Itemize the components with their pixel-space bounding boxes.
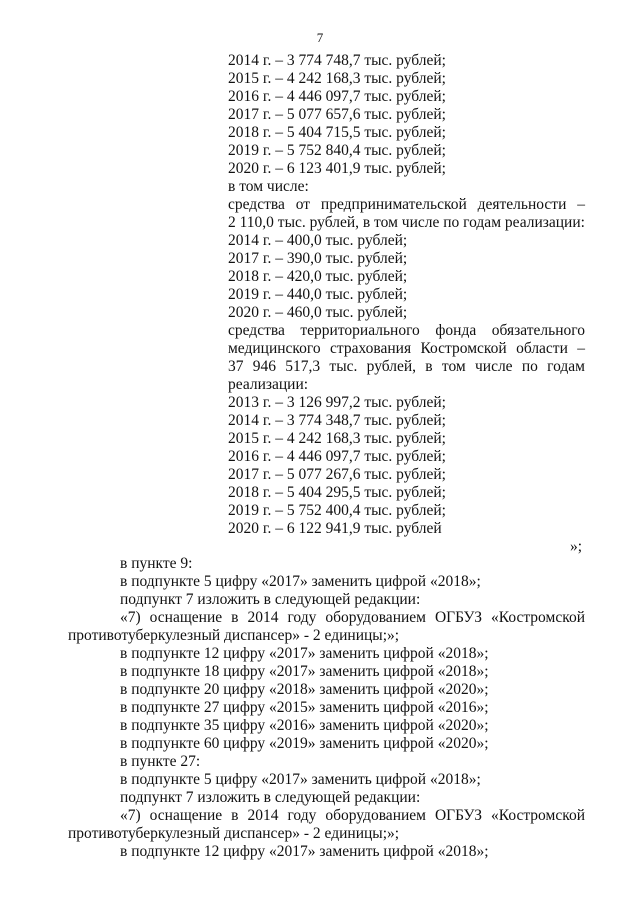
oms-funds-line2: медицинского страхования Костромской области – [228,340,585,357]
point-9-subpoint-7-text-line1: «7) оснащение в 2014 году оборудованием ОГБУЗ «Костромской [120,609,585,626]
point-27-subpoint-7-text-line1: «7) оснащение в 2014 году оборудованием ОГБУЗ «Костромской [120,807,585,824]
point-9-item: в подпункте 18 цифру «2017» заменить цифрой «2018»; [120,663,489,680]
oms-funds-line1: средства территориального фонда обязательного [228,322,585,339]
point-9-item: в подпункте 60 цифру «2019» заменить цифрой «2020»; [120,735,489,752]
business-year-line: 2020 г. – 460,0 тыс. рублей; [228,304,408,321]
business-year-line: 2019 г. – 440,0 тыс. рублей; [228,286,408,303]
funding-year-line: 2018 г. – 5 404 715,5 тыс. рублей; [228,124,446,141]
funding-year-line: 2017 г. – 5 077 657,6 тыс. рублей; [228,106,446,123]
oms-year-line: 2014 г. – 3 774 348,7 тыс. рублей; [228,412,446,429]
point-9-subpoint-7-intro: подпункт 7 изложить в следующей редакции: [120,591,421,608]
funding-year-line: 2016 г. – 4 446 097,7 тыс. рублей; [228,88,446,105]
oms-year-line: 2016 г. – 4 446 097,7 тыс. рублей; [228,448,446,465]
oms-year-line: 2019 г. – 5 752 400,4 тыс. рублей; [228,502,446,519]
point-27-subpoint-7-text-line2: противотуберкулезный диспансер» - 2 единицы;»; [68,825,400,842]
point-9-subpoint-7-text-line2: противотуберкулезный диспансер» - 2 единицы;»; [68,627,400,644]
point-27-subpoint-5: в подпункте 5 цифру «2017» заменить цифрой «2018»; [120,771,481,788]
oms-funds-line3: 37 946 517,3 тыс. рублей, в том числе по годам [228,358,585,375]
closing-quote: »; [570,538,583,555]
oms-year-line: 2017 г. – 5 077 267,6 тыс. рублей; [228,466,446,483]
point-9-subpoint-5: в подпункте 5 цифру «2017» заменить цифрой «2018»; [120,573,481,590]
business-year-line: 2014 г. – 400,0 тыс. рублей; [228,232,408,249]
funding-year-line: 2019 г. – 5 752 840,4 тыс. рублей; [228,142,446,159]
oms-year-line: 2015 г. – 4 242 168,3 тыс. рублей; [228,430,446,447]
funding-year-line: 2020 г. – 6 123 401,9 тыс. рублей; [228,160,446,177]
point-27-subpoint-12: в подпункте 12 цифру «2017» заменить цифрой «2018»; [120,843,489,860]
including-label: в том числе: [228,178,309,195]
point-9-item: в подпункте 12 цифру «2017» заменить цифрой «2018»; [120,645,489,662]
funding-year-line: 2014 г. – 3 774 748,7 тыс. рублей; [228,52,446,69]
business-year-line: 2017 г. – 390,0 тыс. рублей; [228,250,408,267]
oms-year-line: 2020 г. – 6 122 941,9 тыс. рублей [228,520,442,537]
point-9-heading: в пункте 9: [120,555,193,572]
point-27-subpoint-7-intro: подпункт 7 изложить в следующей редакции: [120,789,421,806]
funding-year-line: 2015 г. – 4 242 168,3 тыс. рублей; [228,70,446,87]
oms-funds-line4: реализации: [228,376,309,393]
oms-year-line: 2013 г. – 3 126 997,2 тыс. рублей; [228,394,446,411]
business-year-line: 2018 г. – 420,0 тыс. рублей; [228,268,408,285]
page-number: 7 [316,30,324,45]
business-funds-line2: 2 110,0 тыс. рублей, в том числе по годам реализации: [228,214,585,231]
point-9-item: в подпункте 27 цифру «2015» заменить цифрой «2016»; [120,699,489,716]
oms-year-line: 2018 г. – 5 404 295,5 тыс. рублей; [228,484,446,501]
point-9-item: в подпункте 20 цифру «2018» заменить цифрой «2020»; [120,681,489,698]
point-9-item: в подпункте 35 цифру «2016» заменить цифрой «2020»; [120,717,489,734]
business-funds-line1: средства от предпринимательской деятельности – [228,196,585,213]
point-27-heading: в пункте 27: [120,753,201,770]
